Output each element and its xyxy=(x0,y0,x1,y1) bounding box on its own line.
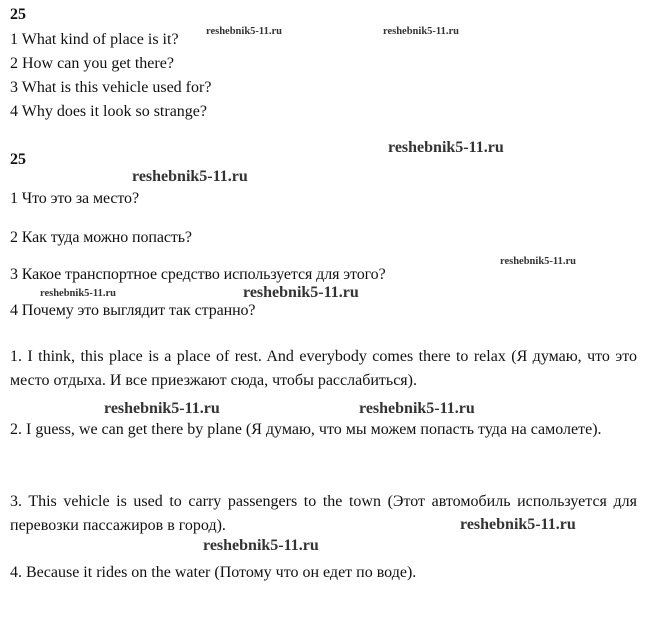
watermark: reshebnik5-11.ru xyxy=(104,400,220,417)
watermark: reshebnik5-11.ru xyxy=(359,400,475,417)
watermark: reshebnik5-11.ru xyxy=(203,537,319,554)
question-3-ru: 3 Какое транспортное средство используется для этого? xyxy=(10,266,386,283)
exercise-number: 25 xyxy=(10,6,26,23)
watermark: reshebnik5-11.ru xyxy=(383,26,459,37)
question-2-en: 2 How can you get there? xyxy=(10,55,174,72)
question-3-en: 3 What is this vehicle used for? xyxy=(10,79,212,96)
answer-3: 3. This vehicle is used to carry passengers to the town (Этот автомобиль используется для перевозки пассажиров в город). xyxy=(10,493,637,534)
question-1-en: 1 What kind of place is it? xyxy=(10,31,179,48)
watermark: reshebnik5-11.ru xyxy=(206,26,282,37)
exercise-number-ru: 25 xyxy=(10,151,26,168)
question-2-ru: 2 Как туда можно попасть? xyxy=(10,229,192,246)
question-1-ru: 1 Что это за место? xyxy=(10,190,139,207)
watermark: reshebnik5-11.ru xyxy=(500,256,576,267)
question-4-ru: 4 Почему это выглядит так странно? xyxy=(10,302,256,319)
watermark: reshebnik5-11.ru xyxy=(388,139,504,156)
answer-2: 2. I guess, we can get there by plane (Я думаю, что мы можем попасть туда на самолете). xyxy=(10,421,602,438)
watermark: reshebnik5-11.ru xyxy=(243,284,359,301)
watermark: reshebnik5-11.ru xyxy=(132,168,248,185)
watermark: reshebnik5-11.ru xyxy=(460,516,576,533)
answer-1: 1. I think, this place is a place of rest. And everybody comes there to relax (Я думаю, что это место отдыха. И все приезжают сюда, чтобы расслабиться). xyxy=(10,348,637,389)
answer-4: 4. Because it rides on the water (Потому что он едет по воде). xyxy=(10,564,417,581)
question-4-en: 4 Why does it look so strange? xyxy=(10,103,208,120)
watermark: reshebnik5-11.ru xyxy=(40,288,116,299)
